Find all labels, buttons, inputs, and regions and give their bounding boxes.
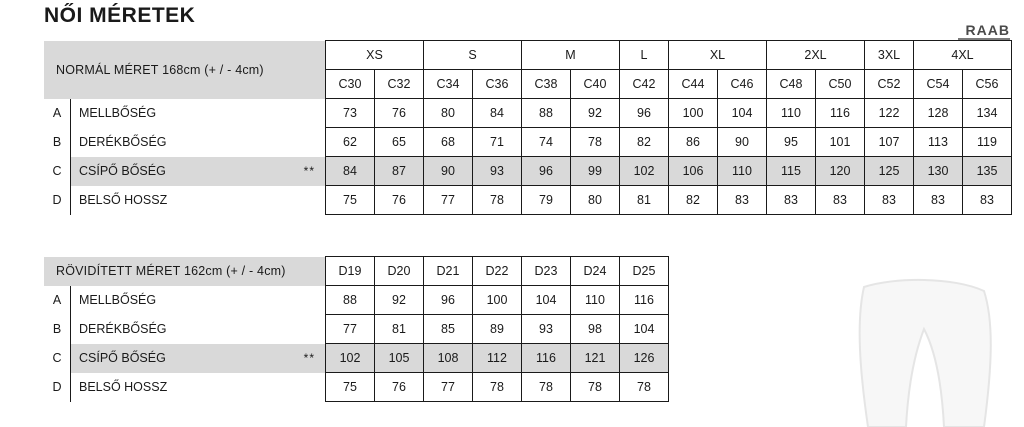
size-group-4xl: 4XL bbox=[914, 41, 1012, 70]
footnote-asterisk: ** bbox=[303, 351, 315, 365]
size-group-xs: XS bbox=[326, 41, 424, 70]
measurement-cell: 81 bbox=[620, 186, 669, 215]
size-code: C32 bbox=[375, 70, 424, 99]
measurement-cell: 113 bbox=[914, 128, 963, 157]
row-letter: B bbox=[52, 135, 62, 149]
measurement-cell: 134 bbox=[963, 99, 1012, 128]
measurement-cell: 100 bbox=[669, 99, 718, 128]
size-group-xl: XL bbox=[669, 41, 767, 70]
measurement-cell: 77 bbox=[326, 315, 375, 344]
measurement-cell: 126 bbox=[620, 344, 669, 373]
size-code: D24 bbox=[571, 257, 620, 286]
table-row bbox=[44, 128, 1012, 157]
row-measurement-label: CSÍPŐ BŐSÉG bbox=[79, 351, 166, 365]
measurement-cell: 86 bbox=[669, 128, 718, 157]
measurement-cell: 84 bbox=[473, 99, 522, 128]
table-row bbox=[44, 315, 669, 344]
measurement-cell: 92 bbox=[375, 286, 424, 315]
table-caption-shortened: RÖVIDÍTETT MÉRET 162cm (+ / - 4cm) bbox=[44, 257, 326, 286]
size-code: C46 bbox=[718, 70, 767, 99]
size-code: C48 bbox=[767, 70, 816, 99]
measurement-cell: 82 bbox=[620, 128, 669, 157]
measurement-cell: 104 bbox=[718, 99, 767, 128]
size-code: C34 bbox=[424, 70, 473, 99]
measurement-cell: 76 bbox=[375, 373, 424, 402]
size-code: C36 bbox=[473, 70, 522, 99]
measurement-cell: 115 bbox=[767, 157, 816, 186]
trousers-silhouette-icon bbox=[824, 277, 1024, 427]
footnote-asterisk: ** bbox=[303, 164, 315, 178]
size-code: D25 bbox=[620, 257, 669, 286]
table-row bbox=[44, 99, 1012, 128]
row-letter: B bbox=[52, 322, 62, 336]
measurement-cell: 78 bbox=[571, 128, 620, 157]
measurement-cell: 65 bbox=[375, 128, 424, 157]
row-measurement-name bbox=[71, 186, 326, 215]
measurement-cell: 87 bbox=[375, 157, 424, 186]
measurement-cell: 90 bbox=[718, 128, 767, 157]
measurement-cell: 78 bbox=[473, 373, 522, 402]
measurement-cell: 77 bbox=[424, 186, 473, 215]
brand-logo: RAAB bbox=[965, 22, 1010, 38]
measurement-cell: 82 bbox=[669, 186, 718, 215]
row-measurement-name bbox=[71, 157, 326, 186]
size-group-2xl: 2XL bbox=[767, 41, 865, 70]
size-table-normal bbox=[44, 40, 1012, 215]
measurement-cell: 83 bbox=[963, 186, 1012, 215]
measurement-cell: 102 bbox=[620, 157, 669, 186]
measurement-cell: 75 bbox=[326, 186, 375, 215]
measurement-cell: 105 bbox=[375, 344, 424, 373]
measurement-cell: 107 bbox=[865, 128, 914, 157]
size-code: D22 bbox=[473, 257, 522, 286]
measurement-cell: 101 bbox=[816, 128, 865, 157]
measurement-cell: 125 bbox=[865, 157, 914, 186]
size-code: C56 bbox=[963, 70, 1012, 99]
measurement-cell: 84 bbox=[326, 157, 375, 186]
row-measurement-label: BELSŐ HOSSZ bbox=[79, 193, 168, 207]
measurement-cell: 78 bbox=[620, 373, 669, 402]
page-title: NŐI MÉRETEK bbox=[44, 4, 196, 27]
measurement-cell: 106 bbox=[669, 157, 718, 186]
measurement-cell: 74 bbox=[522, 128, 571, 157]
measurement-cell: 119 bbox=[963, 128, 1012, 157]
size-group-m: M bbox=[522, 41, 620, 70]
row-letter: D bbox=[52, 380, 62, 394]
measurement-cell: 78 bbox=[571, 373, 620, 402]
row-measurement-name bbox=[71, 99, 326, 128]
row-measurement-label: DERÉKBŐSÉG bbox=[79, 135, 167, 149]
size-code: C40 bbox=[571, 70, 620, 99]
measurement-cell: 80 bbox=[571, 186, 620, 215]
measurement-cell: 68 bbox=[424, 128, 473, 157]
size-table-shortened bbox=[44, 256, 669, 402]
measurement-cell: 110 bbox=[718, 157, 767, 186]
measurement-cell: 73 bbox=[326, 99, 375, 128]
row-measurement-name bbox=[71, 128, 326, 157]
measurement-cell: 100 bbox=[473, 286, 522, 315]
row-measurement-name bbox=[71, 373, 326, 402]
measurement-cell: 79 bbox=[522, 186, 571, 215]
row-measurement-name bbox=[71, 344, 326, 373]
table-row bbox=[44, 186, 1012, 215]
measurement-cell: 112 bbox=[473, 344, 522, 373]
size-code: C54 bbox=[914, 70, 963, 99]
measurement-cell: 71 bbox=[473, 128, 522, 157]
measurement-cell: 122 bbox=[865, 99, 914, 128]
measurement-cell: 120 bbox=[816, 157, 865, 186]
size-group-3xl: 3XL bbox=[865, 41, 914, 70]
size-code: C52 bbox=[865, 70, 914, 99]
table-row bbox=[44, 157, 1012, 186]
measurement-cell: 116 bbox=[816, 99, 865, 128]
measurement-cell: 78 bbox=[473, 186, 522, 215]
measurement-cell: 77 bbox=[424, 373, 473, 402]
table-row bbox=[44, 373, 669, 402]
measurement-cell: 110 bbox=[571, 286, 620, 315]
measurement-cell: 83 bbox=[865, 186, 914, 215]
measurement-cell: 80 bbox=[424, 99, 473, 128]
measurement-cell: 95 bbox=[767, 128, 816, 157]
table-row bbox=[44, 344, 669, 373]
measurement-cell: 83 bbox=[718, 186, 767, 215]
row-letter: C bbox=[52, 351, 62, 365]
size-code: C38 bbox=[522, 70, 571, 99]
row-measurement-label: CSÍPŐ BŐSÉG bbox=[79, 164, 166, 178]
measurement-cell: 89 bbox=[473, 315, 522, 344]
measurement-cell: 102 bbox=[326, 344, 375, 373]
row-letter: C bbox=[52, 164, 62, 178]
measurement-cell: 88 bbox=[326, 286, 375, 315]
measurement-cell: 99 bbox=[571, 157, 620, 186]
measurement-cell: 128 bbox=[914, 99, 963, 128]
size-code: C50 bbox=[816, 70, 865, 99]
measurement-cell: 85 bbox=[424, 315, 473, 344]
table-header-sizes bbox=[44, 41, 1012, 70]
row-measurement-label: MELLBŐSÉG bbox=[79, 106, 157, 120]
measurement-cell: 93 bbox=[522, 315, 571, 344]
measurement-cell: 96 bbox=[522, 157, 571, 186]
size-group-s: S bbox=[424, 41, 522, 70]
measurement-cell: 88 bbox=[522, 99, 571, 128]
size-code: D23 bbox=[522, 257, 571, 286]
measurement-cell: 121 bbox=[571, 344, 620, 373]
row-letter: A bbox=[52, 106, 62, 120]
measurement-cell: 104 bbox=[522, 286, 571, 315]
measurement-cell: 75 bbox=[326, 373, 375, 402]
measurement-cell: 98 bbox=[571, 315, 620, 344]
measurement-cell: 78 bbox=[522, 373, 571, 402]
size-code: D21 bbox=[424, 257, 473, 286]
row-measurement-name bbox=[71, 315, 326, 344]
size-code: C44 bbox=[669, 70, 718, 99]
measurement-cell: 83 bbox=[816, 186, 865, 215]
table-header-codes-short bbox=[44, 257, 669, 286]
measurement-cell: 76 bbox=[375, 99, 424, 128]
measurement-cell: 76 bbox=[375, 186, 424, 215]
size-code: C42 bbox=[620, 70, 669, 99]
measurement-cell: 104 bbox=[620, 315, 669, 344]
measurement-cell: 90 bbox=[424, 157, 473, 186]
row-letter: D bbox=[52, 193, 62, 207]
measurement-cell: 92 bbox=[571, 99, 620, 128]
size-group-l: L bbox=[620, 41, 669, 70]
row-measurement-label: BELSŐ HOSSZ bbox=[79, 380, 168, 394]
measurement-cell: 108 bbox=[424, 344, 473, 373]
measurement-cell: 110 bbox=[767, 99, 816, 128]
measurement-cell: 116 bbox=[522, 344, 571, 373]
measurement-cell: 81 bbox=[375, 315, 424, 344]
measurement-cell: 135 bbox=[963, 157, 1012, 186]
measurement-cell: 93 bbox=[473, 157, 522, 186]
row-measurement-name bbox=[71, 286, 326, 315]
size-code: D20 bbox=[375, 257, 424, 286]
table-caption-normal: NORMÁL MÉRET 168cm (+ / - 4cm) bbox=[44, 41, 326, 99]
measurement-cell: 83 bbox=[767, 186, 816, 215]
measurement-cell: 96 bbox=[620, 99, 669, 128]
measurement-cell: 96 bbox=[424, 286, 473, 315]
measurement-cell: 62 bbox=[326, 128, 375, 157]
size-code: D19 bbox=[326, 257, 375, 286]
row-measurement-label: MELLBŐSÉG bbox=[79, 293, 157, 307]
size-code: C30 bbox=[326, 70, 375, 99]
table-row bbox=[44, 286, 669, 315]
measurement-cell: 116 bbox=[620, 286, 669, 315]
measurement-cell: 130 bbox=[914, 157, 963, 186]
measurement-cell: 83 bbox=[914, 186, 963, 215]
row-letter: A bbox=[52, 293, 62, 307]
row-measurement-label: DERÉKBŐSÉG bbox=[79, 322, 167, 336]
